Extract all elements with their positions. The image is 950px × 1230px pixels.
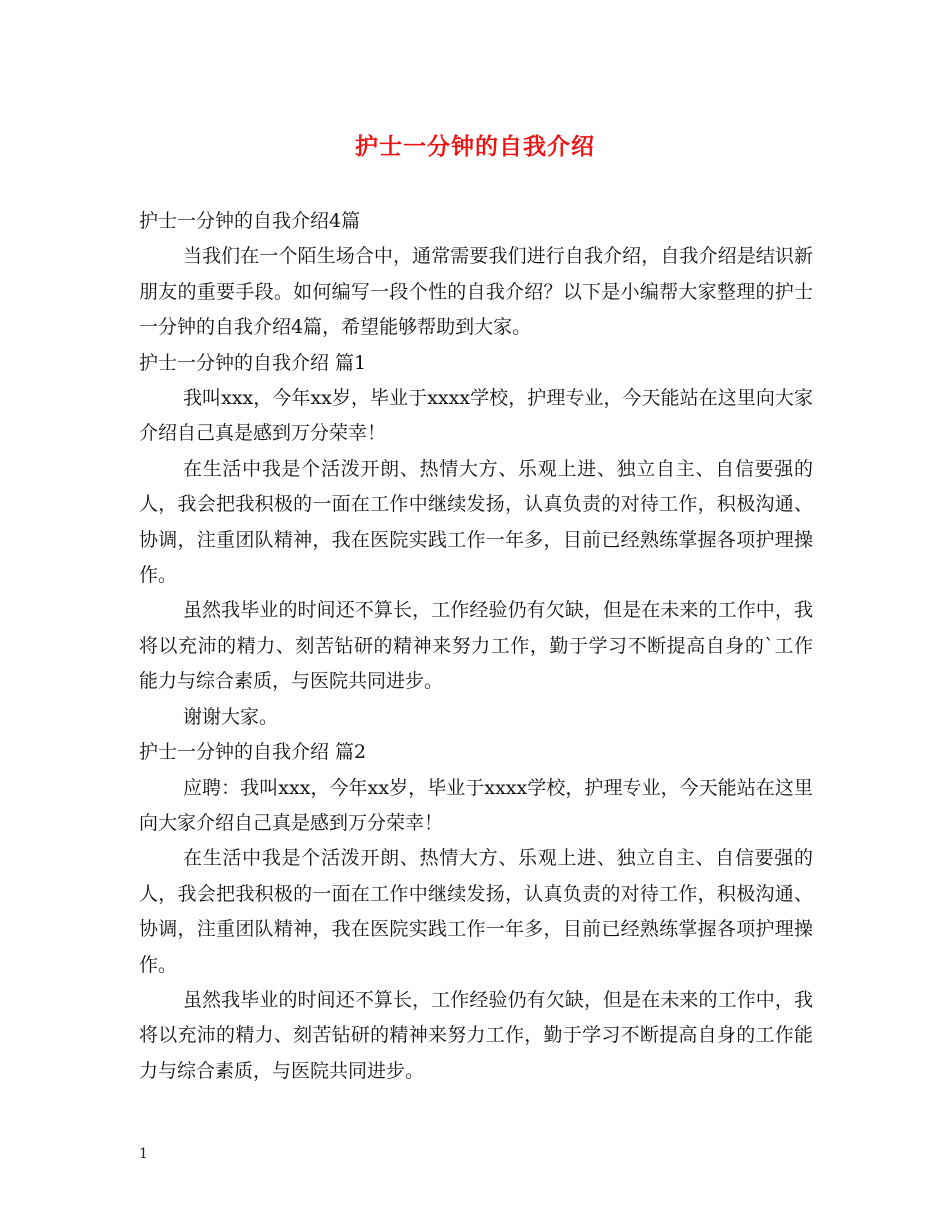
document-title: 护士一分钟的自我介绍	[355, 133, 595, 160]
paragraph: 在生活中我是个活泼开朗、热情大方、乐观上进、独立自主、自信要强的人，我会把我积极的一面在工作中继续发扬，认真负责的对待工作，积极沟通、协调，注重团队精神，我在医院实践工作一年多，目前已经熟练掌握各项护理操作。	[139, 847, 813, 976]
paragraph: 谢谢大家。	[183, 705, 279, 728]
paragraph: 应聘：我叫xxx，今年xx岁，毕业于xxxx学校，护理专业，今天能站在这里向大家介绍自己真是感到万分荣幸！	[139, 776, 813, 834]
paragraph: 虽然我毕业的时间还不算长，工作经验仍有欠缺，但是在未来的工作中，我将以充沛的精力、刻苦钻研的精神来努力工作，勤于学习不断提高自身的`工作能力与综合素质，与医院共同进步。	[139, 599, 813, 693]
section-heading-1: 护士一分钟的自我介绍 篇1	[139, 351, 367, 374]
section-heading-2: 护士一分钟的自我介绍 篇2	[139, 741, 367, 764]
page-number: 1	[139, 1146, 148, 1162]
subtitle-heading: 护士一分钟的自我介绍4篇	[139, 210, 361, 232]
intro-paragraph: 当我们在一个陌生场合中，通常需要我们进行自我介绍，自我介绍是结识新朋友的重要手段。如何编写一段个性的自我介绍？以下是小编帮大家整理的护士一分钟的自我介绍4篇，希望能够帮助到大家。	[139, 245, 813, 339]
paragraph: 在生活中我是个活泼开朗、热情大方、乐观上进、独立自主、自信要强的人，我会把我积极的一面在工作中继续发扬，认真负责的对待工作，积极沟通、协调，注重团队精神，我在医院实践工作一年多，目前已经熟练掌握各项护理操作。	[139, 457, 813, 587]
paragraph: 我叫xxx，今年xx岁，毕业于xxxx学校，护理专业，今天能站在这里向大家介绍自己真是感到万分荣幸！	[139, 387, 813, 445]
document-body	[139, 204, 813, 1089]
paragraph: 虽然我毕业的时间还不算长，工作经验仍有欠缺，但是在未来的工作中，我将以充沛的精力、刻苦钻研的精神来努力工作，勤于学习不断提高自身的工作能力与综合素质，与医院共同进步。	[139, 988, 813, 1082]
